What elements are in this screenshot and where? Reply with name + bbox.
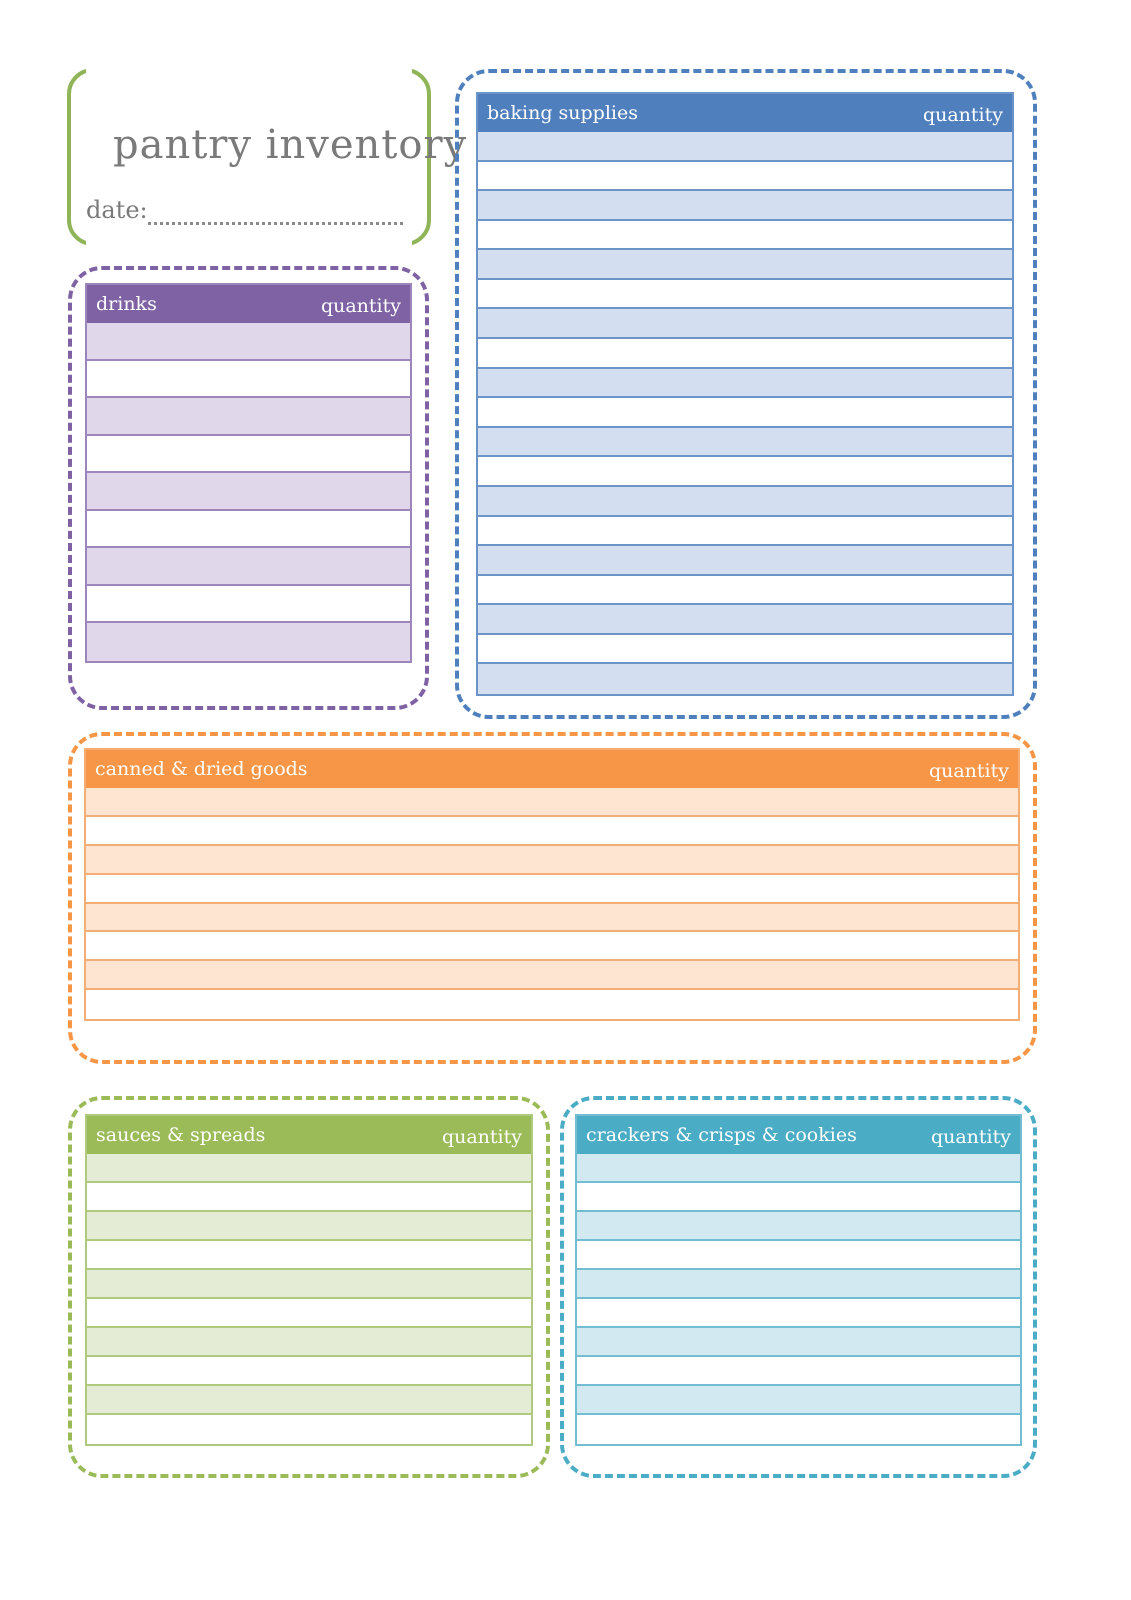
table-row[interactable] xyxy=(577,1415,1020,1444)
table-row[interactable] xyxy=(478,162,1012,192)
baking-supplies-rows xyxy=(478,132,1012,694)
title-frame-gap-top xyxy=(86,66,412,74)
crackers-crisps-cookies-table xyxy=(575,1114,1022,1446)
table-row[interactable] xyxy=(478,221,1012,251)
canned-dried-goods-rows xyxy=(86,788,1018,1019)
table-row[interactable] xyxy=(87,473,410,511)
table-row[interactable] xyxy=(86,846,1018,875)
table-row[interactable] xyxy=(478,546,1012,576)
table-row[interactable] xyxy=(478,309,1012,339)
table-row[interactable] xyxy=(87,323,410,361)
baking-supplies-quantity-label: quantity xyxy=(922,104,1003,126)
table-row[interactable] xyxy=(86,961,1018,990)
table-row[interactable] xyxy=(478,191,1012,221)
table-row[interactable] xyxy=(577,1154,1020,1183)
table-row[interactable] xyxy=(87,1386,531,1415)
table-row[interactable] xyxy=(478,250,1012,280)
sauces-spreads-table xyxy=(85,1114,533,1446)
table-row[interactable] xyxy=(87,1328,531,1357)
table-row[interactable] xyxy=(478,369,1012,399)
table-row[interactable] xyxy=(478,635,1012,665)
table-row[interactable] xyxy=(87,1154,531,1183)
table-row[interactable] xyxy=(86,788,1018,817)
table-row[interactable] xyxy=(87,1241,531,1270)
table-row[interactable] xyxy=(87,436,410,474)
sauces-spreads-title: sauces & spreads xyxy=(96,1124,266,1146)
table-row[interactable] xyxy=(577,1328,1020,1357)
sauces-spreads-header xyxy=(87,1116,531,1154)
table-row[interactable] xyxy=(478,605,1012,635)
canned-dried-goods-header xyxy=(86,750,1018,788)
crackers-crisps-cookies-header xyxy=(577,1116,1020,1154)
canned-dried-goods-table xyxy=(84,748,1020,1021)
table-row[interactable] xyxy=(86,817,1018,846)
table-row[interactable] xyxy=(478,339,1012,369)
table-row[interactable] xyxy=(577,1212,1020,1241)
table-row[interactable] xyxy=(87,548,410,586)
table-row[interactable] xyxy=(87,1415,531,1444)
table-row[interactable] xyxy=(87,398,410,436)
baking-supplies-table xyxy=(476,92,1014,696)
drinks-table xyxy=(85,283,412,663)
baking-supplies-header xyxy=(478,94,1012,132)
crackers-crisps-cookies-quantity-label: quantity xyxy=(930,1126,1011,1148)
canned-dried-goods-quantity-label: quantity xyxy=(928,760,1009,782)
date-label: date: xyxy=(86,196,148,224)
table-row[interactable] xyxy=(86,990,1018,1019)
table-row[interactable] xyxy=(87,361,410,399)
table-row[interactable] xyxy=(577,1270,1020,1299)
title-frame-gap-bottom xyxy=(86,240,412,248)
date-input-line[interactable] xyxy=(148,222,403,225)
table-row[interactable] xyxy=(87,1183,531,1212)
table-row[interactable] xyxy=(478,132,1012,162)
canned-dried-goods-title: canned & dried goods xyxy=(95,758,308,780)
drinks-title: drinks xyxy=(96,293,157,315)
table-row[interactable] xyxy=(86,904,1018,933)
table-row[interactable] xyxy=(87,1270,531,1299)
page-title: pantry inventory xyxy=(113,122,468,168)
table-row[interactable] xyxy=(478,398,1012,428)
table-row[interactable] xyxy=(577,1386,1020,1415)
table-row[interactable] xyxy=(478,487,1012,517)
table-row[interactable] xyxy=(478,517,1012,547)
table-row[interactable] xyxy=(478,457,1012,487)
table-row[interactable] xyxy=(87,1212,531,1241)
baking-supplies-title: baking supplies xyxy=(487,102,638,124)
table-row[interactable] xyxy=(86,932,1018,961)
table-row[interactable] xyxy=(577,1241,1020,1270)
table-row[interactable] xyxy=(478,576,1012,606)
crackers-crisps-cookies-rows xyxy=(577,1154,1020,1444)
drinks-quantity-label: quantity xyxy=(320,295,401,317)
table-row[interactable] xyxy=(577,1299,1020,1328)
table-row[interactable] xyxy=(87,511,410,549)
crackers-crisps-cookies-title: crackers & crisps & cookies xyxy=(586,1124,857,1146)
table-row[interactable] xyxy=(87,586,410,624)
sauces-spreads-rows xyxy=(87,1154,531,1444)
table-row[interactable] xyxy=(87,1299,531,1328)
table-row[interactable] xyxy=(478,428,1012,458)
table-row[interactable] xyxy=(86,875,1018,904)
table-row[interactable] xyxy=(577,1183,1020,1212)
table-row[interactable] xyxy=(577,1357,1020,1386)
table-row[interactable] xyxy=(478,664,1012,694)
table-row[interactable] xyxy=(87,623,410,661)
drinks-rows xyxy=(87,323,410,661)
drinks-header xyxy=(87,285,410,323)
table-row[interactable] xyxy=(87,1357,531,1386)
table-row[interactable] xyxy=(478,280,1012,310)
sauces-spreads-quantity-label: quantity xyxy=(441,1126,522,1148)
